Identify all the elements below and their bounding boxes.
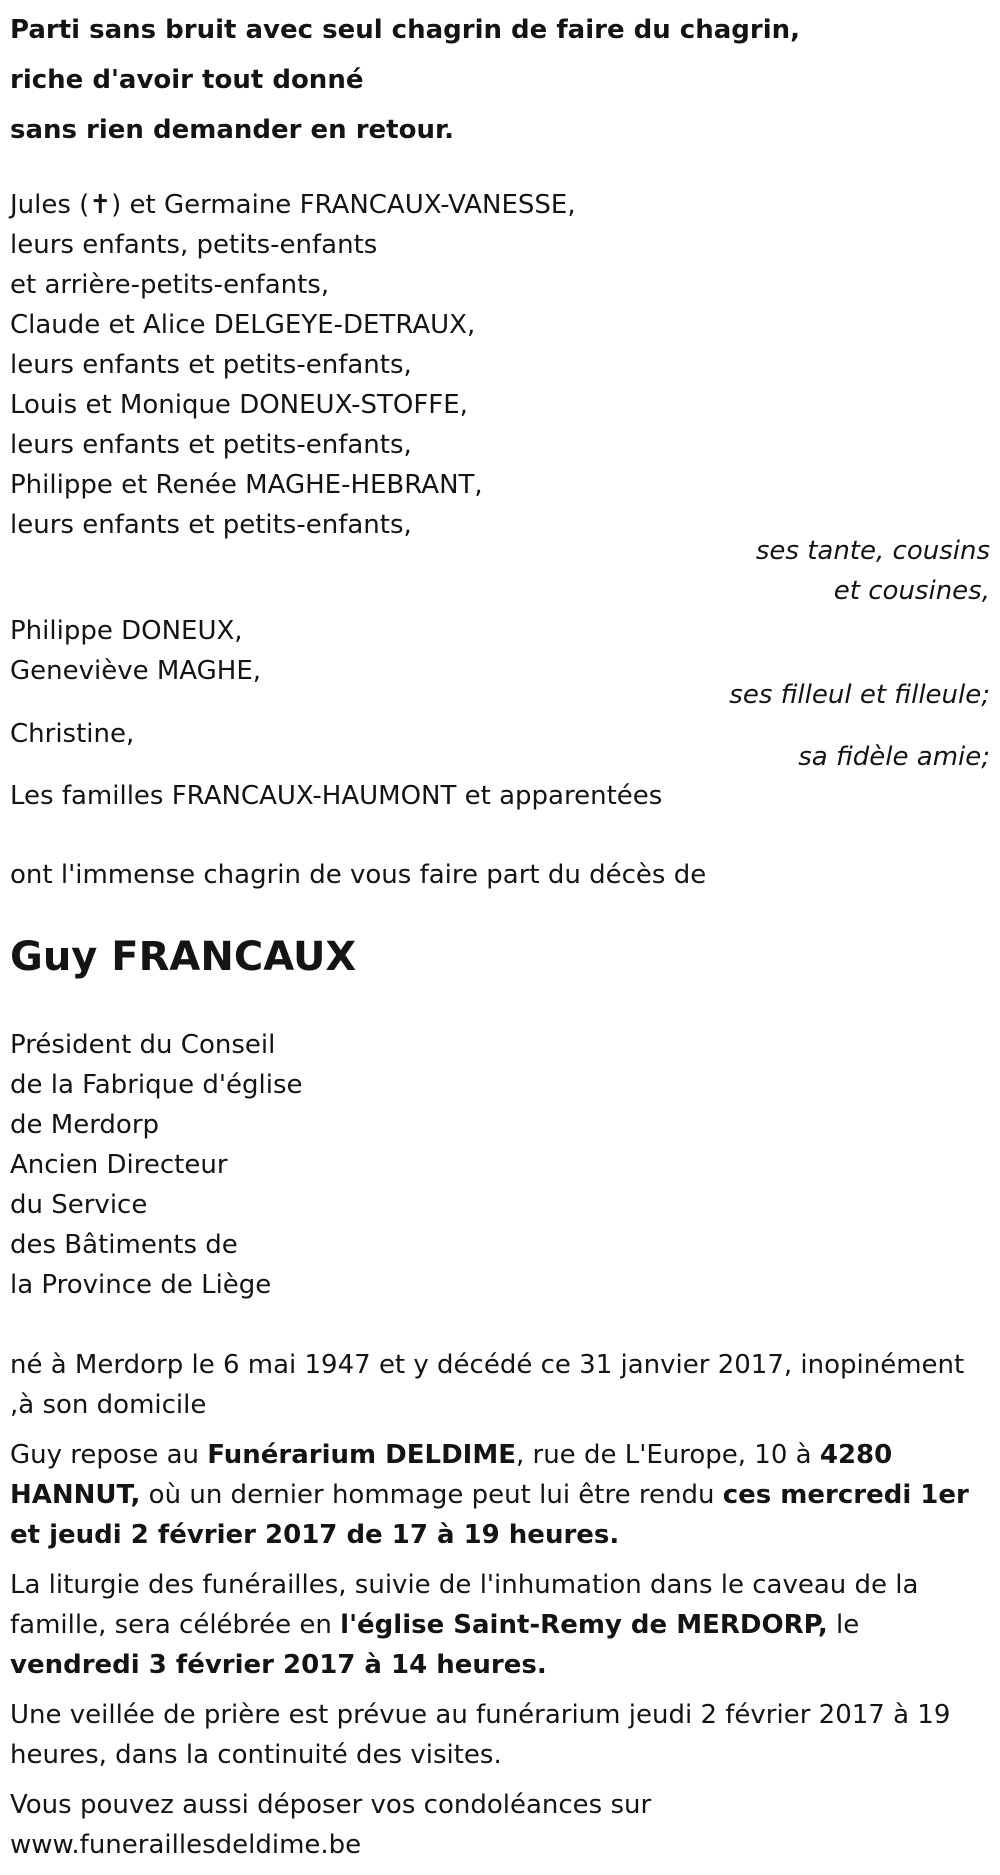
epigraph-line: Parti sans bruit avec seul chagrin de faire du chagrin, [10,15,801,45]
liturgy-text: La liturgie des funérailles, suivie de l'inhumation dans le caveau de la famille, sera célébrée en [10,1570,919,1640]
epigraph-line: riche d'avoir tout donné [10,65,364,95]
title-line: de Merdorp [10,1110,160,1140]
funeral-date: vendredi 3 février 2017 à 14 heures. [10,1650,547,1680]
family-line: leurs enfants et petits-enfants, [10,430,412,460]
repose-paragraph [10,1435,990,1555]
titles [10,1025,990,1305]
liturgy-text: le [827,1610,860,1640]
family-list [10,185,990,545]
birth-death: né à Merdorp le 6 mai 1947 et y décédé ce 31 janvier 2017, inopinément ,à son domicile [10,1350,965,1420]
repose-text: , rue de L'Europe, 10 à [515,1440,820,1470]
title-line: des Bâtiments de [10,1230,238,1260]
title-line: du Service [10,1190,148,1220]
deceased-name: Guy FRANCAUX [10,934,357,980]
family-line: Jules (✝) et Germaine FRANCAUX-VANESSE, [10,190,576,220]
relation-friend: sa fidèle amie; [798,742,990,772]
repose-text: Guy repose au [10,1440,208,1470]
condolences-paragraph: Vous pouvez aussi déposer vos condoléances sur www.funeraillesdeldime.be [10,1790,652,1860]
title-line: Président du Conseil [10,1030,276,1060]
relation-line: ses tante, cousins [755,536,990,566]
godchild-line: Geneviève MAGHE, [10,656,262,686]
friend: Christine, [10,719,135,749]
repose-text: où un dernier hommage peut lui être rendu [140,1480,723,1510]
family-line: leurs enfants et petits-enfants, [10,350,412,380]
family-line: Claude et Alice DELGEYE-DETRAUX, [10,310,476,340]
vigil-paragraph: Une veillée de prière est prévue au funérarium jeudi 2 février 2017 à 19 heures, dans la continuité des visites. [10,1700,951,1770]
family-line: et arrière-petits-enfants, [10,270,330,300]
families: Les familles FRANCAUX-HAUMONT et apparentées [10,781,663,811]
family-line: leurs enfants et petits-enfants, [10,510,412,540]
family-line: leurs enfants, petits-enfants [10,230,378,260]
announcement: ont l'immense chagrin de vous faire part du décès de [10,860,707,890]
godchild-line: Philippe DONEUX, [10,616,243,646]
visiting-hours: ces mercredi 1er et jeudi 2 février 2017 de 17 à 19 heures. [10,1480,969,1550]
relation-godchildren: ses filleul et filleule; [729,680,990,710]
title-line: de la Fabrique d'église [10,1070,303,1100]
funerarium-name: Funérarium DELDIME [207,1440,516,1470]
title-line: la Province de Liège [10,1270,272,1300]
epigraph [10,0,990,155]
liturgy-paragraph [10,1565,990,1685]
relation-cousins [10,531,990,611]
details [10,1345,990,1875]
epigraph-line: sans rien demander en retour. [10,115,454,145]
church-name: l'église Saint-Remy de MERDORP, [340,1610,828,1640]
family-line: Philippe et Renée MAGHE-HEBRANT, [10,470,483,500]
relation-line: et cousines, [833,576,990,606]
family-line: Louis et Monique DONEUX-STOFFE, [10,390,468,420]
postal-city: 4280 HANNUT, [10,1440,893,1510]
title-line: Ancien Directeur [10,1150,228,1180]
